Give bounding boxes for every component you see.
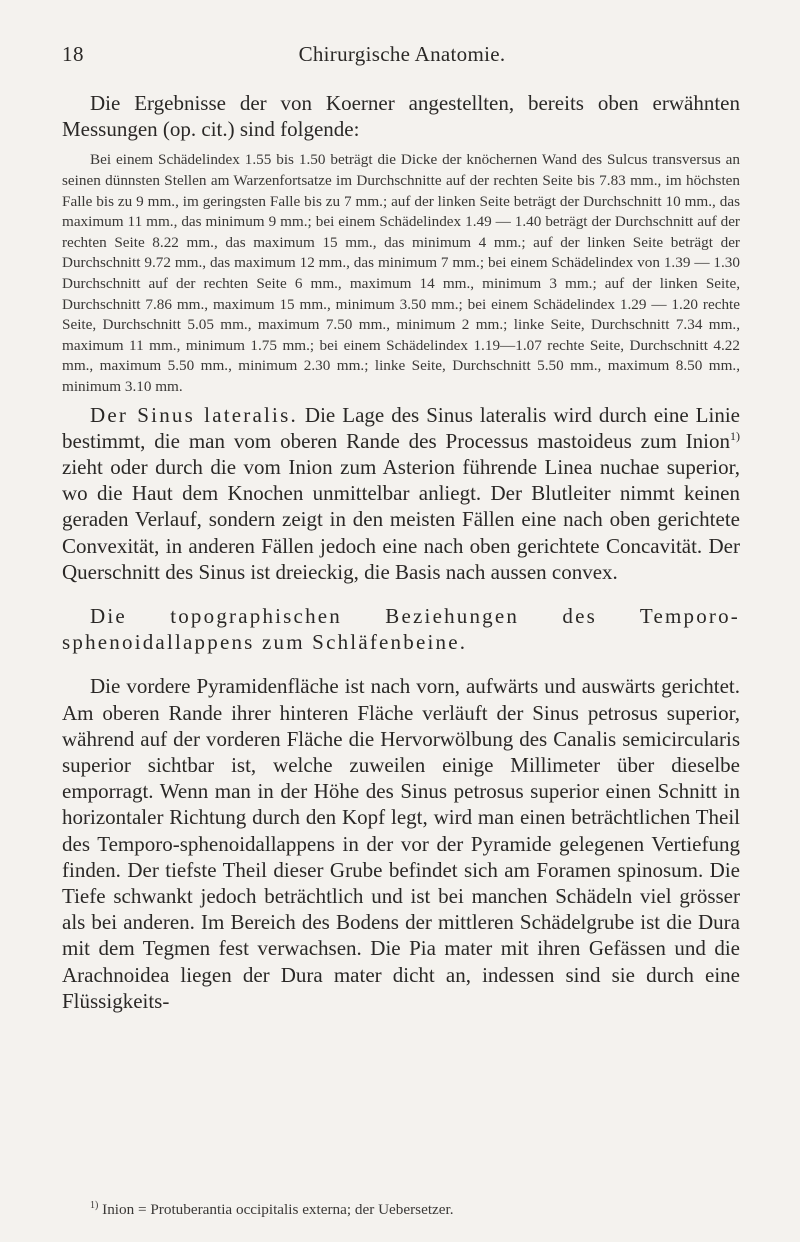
topographic-paragraph: Die vordere Pyramidenfläche ist nach vorn, aufwärts und auswärts gerichtet. Am oberen Rande ihrer hinteren Fläche verläuft der Sinus petrosus superior, während auf der vorderen Fläche die Hervorwölbung des Canalis semicircularis superior sichtbar ist, welche zuweilen einige Millimeter über dieselbe emporragt. Wenn man in der Höhe des Sinus petrosus superior einen Schnitt in horizontaler Richtung durch den Kopf legt, wird man einen beträchtlichen Theil des Temporo-sphenoidallappens in der vor der Pyramide gelegenen Vertiefung finden. Der tiefste Theil dieser Grube befindet sich am Foramen spinosum. Die Tiefe schwankt jedoch beträchtlich und ist bei manchen Schädeln viel grösser als bei anderen. Im Bereich des Bodens der mittleren Schädelgrube ist die Dura mit dem Tegmen fest verwachsen. Die Pia mater mit ihren Gefässen und die Arachnoidea liegen der Dura mater dicht an, indessen sind sie durch eine Flüssigkeits- [62,674,740,1013]
running-title: Chirurgische Anatomie. [298,42,506,66]
sinus-paragraph [62,402,740,585]
sinus-heading: Der Sinus lateralis. [90,402,298,427]
measurements-paragraph: Bei einem Schädelindex 1.55 bis 1.50 beträgt die Dicke der knöchernen Wand des Sulcus transversus an seinen dünnsten Stellen am Warzenfortsatze im Durchschnitte auf der rechten Seite bis 7.83 mm., im höchsten Falle bis zu 9 mm., im geringsten Falle bis zu 7 mm.; auf der linken Seite beträgt der Durchschnitt 10 mm., das maximum 11 mm., das minimum 9 mm.; bei einem Schädelindex 1.49 — 1.40 beträgt der Durchschnitt auf der rechten Seite 8.22 mm., das maximum 15 mm., das minimum 4 mm.; auf der linken Seite beträgt der Durchschnitt 9.72 mm., das maximum 12 mm., das minimum 7 mm.; bei einem Schädelindex von 1.39 — 1.30 Durchschnitt auf der rechten Seite 6 mm., maximum 14 mm., minimum 3 mm.; auf der linken Seite, Durchschnitt 7.86 mm., maximum 15 mm., minimum 3.50 mm.; bei einem Schädelindex 1.29 — 1.20 rechte Seite, Durchschnitt 5.05 mm., maximum 7.50 mm., minimum 2 mm.; linke Seite, Durchschnitt 7.34 mm., maximum 11 mm., minimum 1.75 mm.; bei einem Schädelindex 1.19—1.07 rechte Seite, Durchschnitt 4.22 mm., maximum 5.50 mm., minimum 2.30 mm.; linke Seite, Durchschnitt 5.50 mm., maximum 8.50 mm., minimum 3.10 mm. [62,151,740,395]
footnote-text: Inion = Protuberantia occipitalis externa; der Uebersetzer. [102,1201,454,1218]
sinus-text-before-note: Die Lage des Sinus lateralis wird durch eine Linie bestimmt, die man vom oberen Rande des Processus mastoideus zum Inion [62,402,741,453]
footnote-reference: 1) [730,428,740,443]
sinus-text-after-note: zieht oder durch die vom Inion zum Asterion führende Linea nuchae superior, wo die Haut dem Knochen unmittelbar anliegt. Der Blutleiter nimmt keinen geraden Verlauf, sondern zeigt in den meisten Fällen eine nach oben gerichtete Convexität, in anderen Fällen jedoch eine nach oben gerichtete Concavität. Der Querschnitt des Sinus ist dreieckig, die Basis nach aussen convex. [62,454,740,584]
footnote-marker: 1) [90,1199,99,1211]
page-header [62,42,742,72]
topographic-heading: Die topographischen Beziehungen des Temporo-sphenoidallappens zum Schläfenbeine. [62,603,740,655]
footnote [90,1200,740,1220]
page-body [62,90,740,1014]
page-number: 18 [62,42,84,66]
intro-paragraph: Die Ergebnisse der von Koerner angestellten, bereits oben erwähnten Messungen (op. cit.) sind folgende: [62,91,740,142]
